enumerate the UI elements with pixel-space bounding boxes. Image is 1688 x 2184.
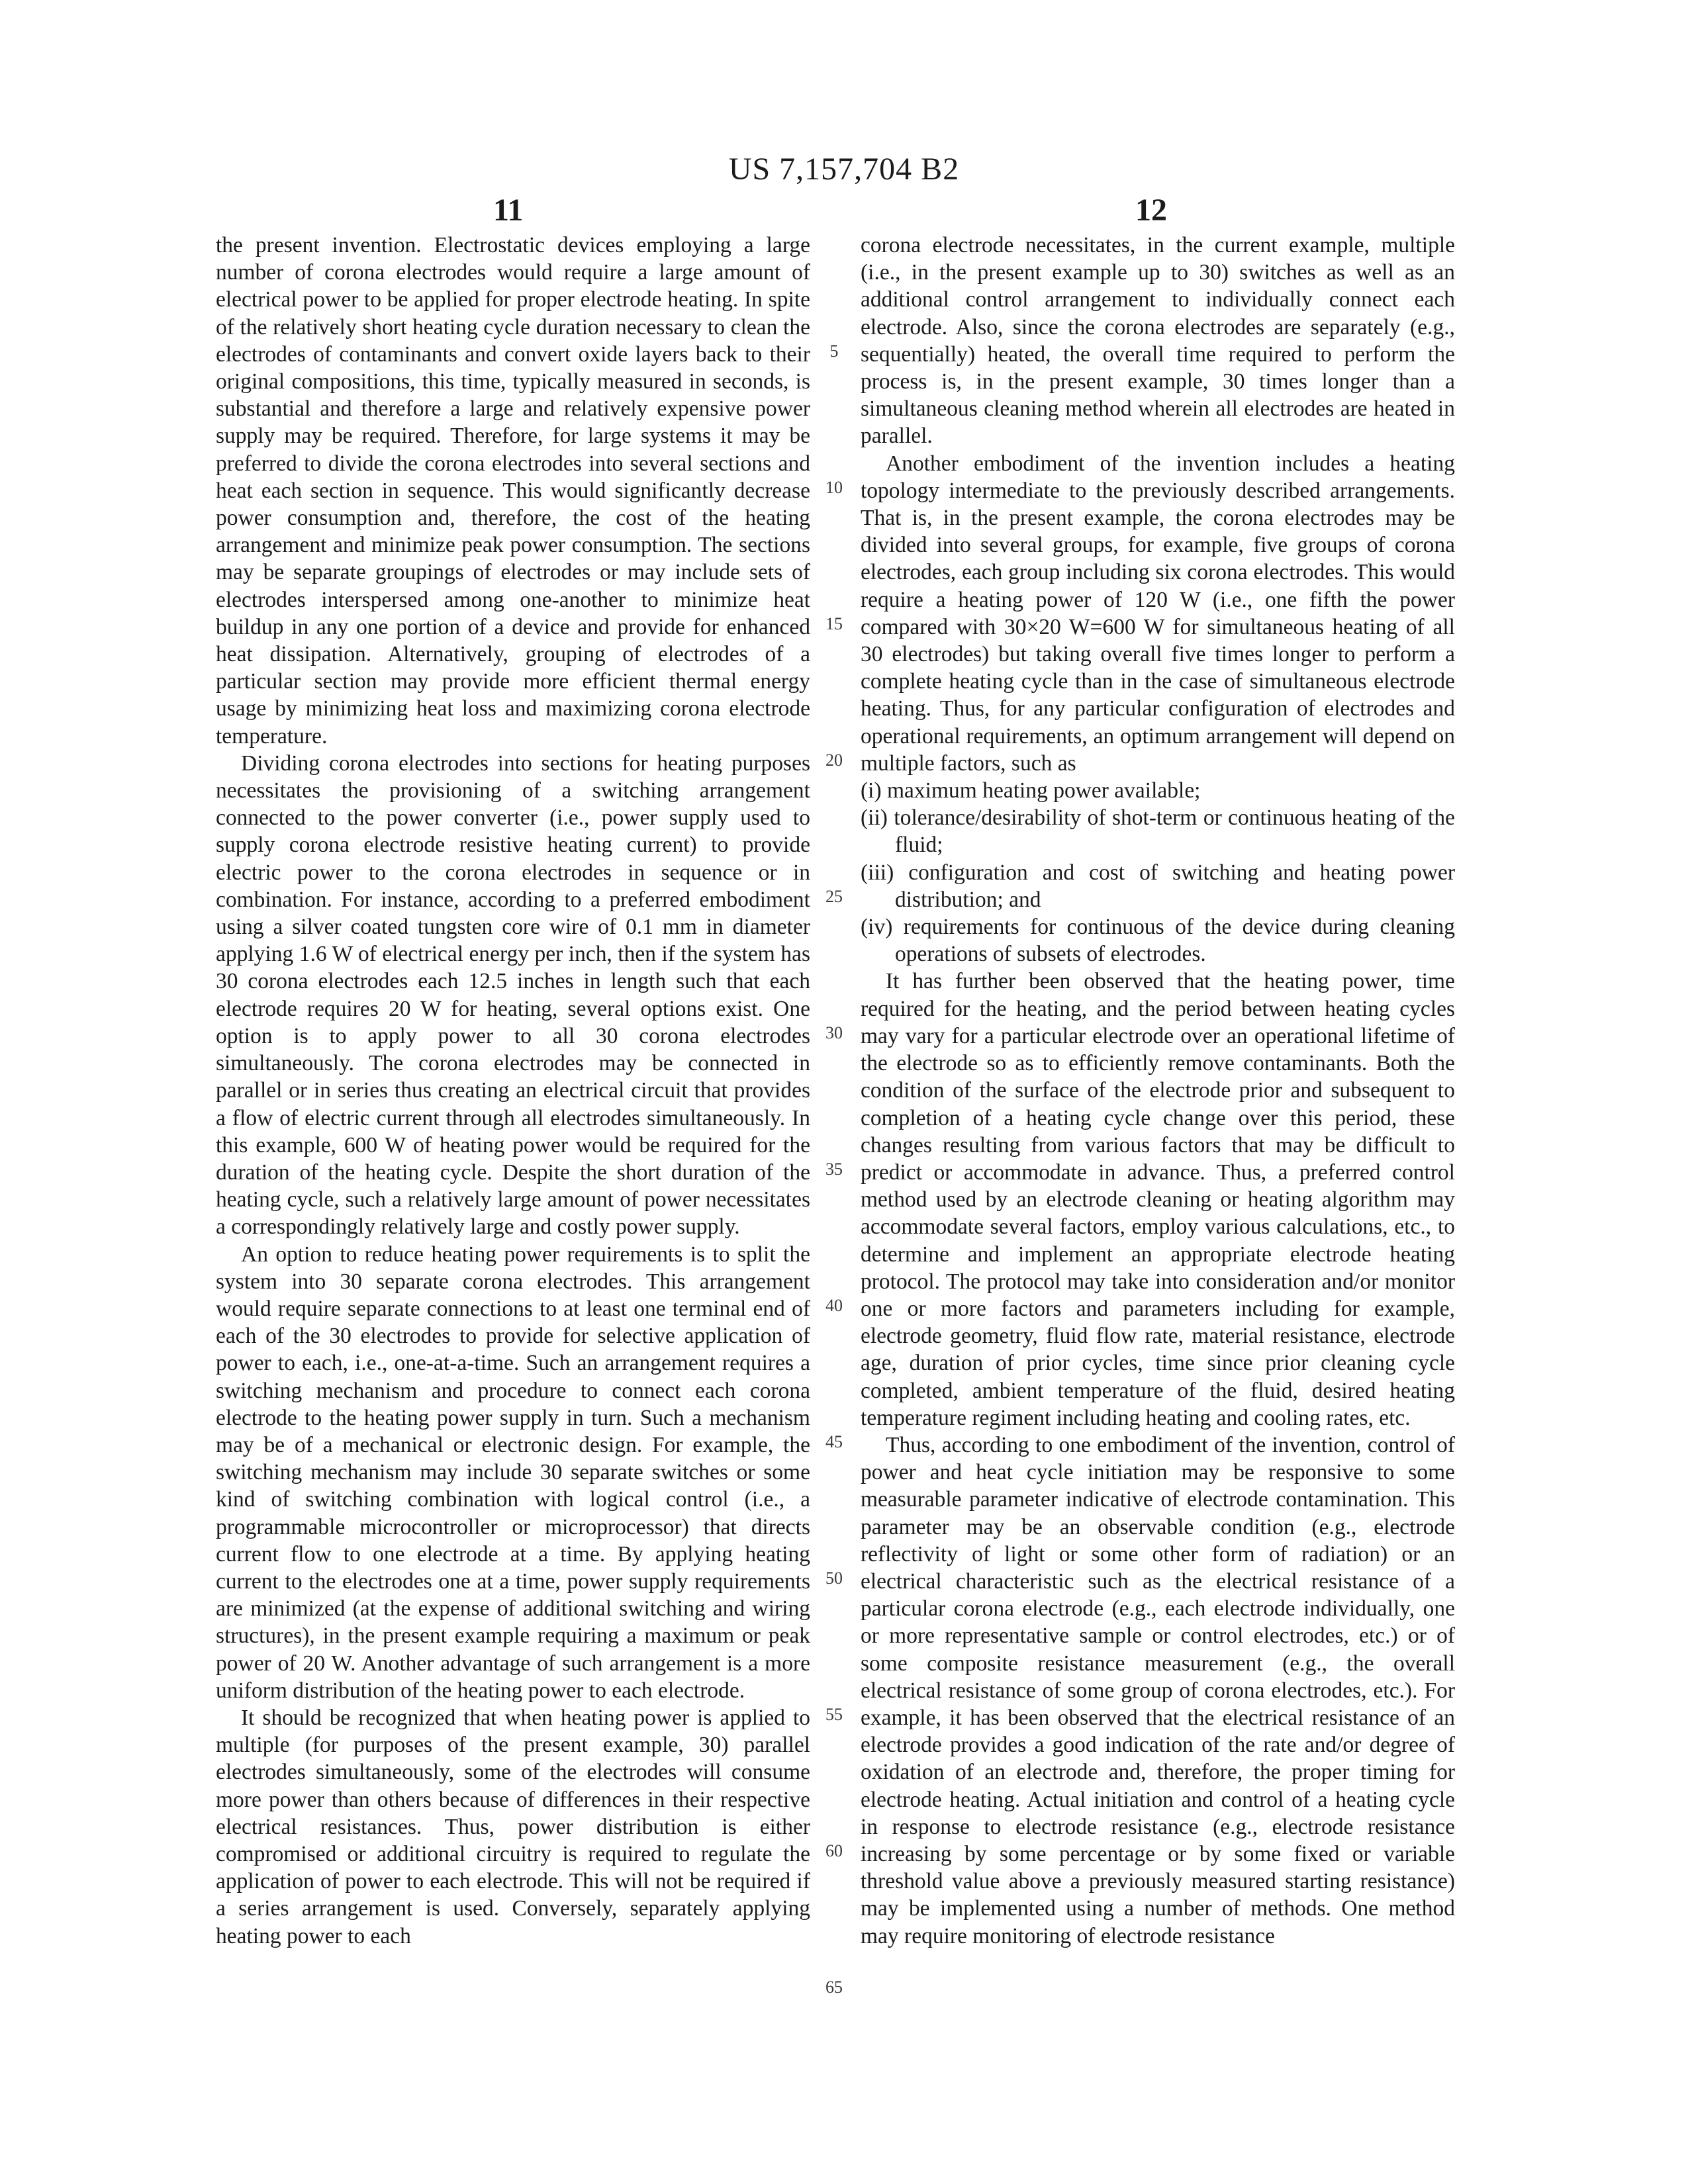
right-column-number: 12 [1135,193,1167,228]
paragraph: Another embodiment of the invention includes a heating topology intermediate to the previously described arrangements. That is, in the present example, the corona electrodes may be divided into several groups, for example, five groups of corona electrodes, each group including six corona electrodes. This would require a heating power of 120 W (i.e., one fifth the power compared with 30×20 W=600 W for simultaneous heating of all 30 electrodes) but taking overall five times longer to perform a complete heating cycle than in the case of simultaneous electrode heating. Thus, for any particular configuration of electrodes and operational requirements, an optimum arrangement will depend on multiple factors, such as [861,451,1455,776]
right-text-column [861,232,1455,1950]
line-number: 20 [825,751,843,770]
line-number: 10 [825,478,843,497]
paragraph: corona electrode necessitates, in the current example, multiple (i.e., in the present example up to 30) switches as well as an additional control arrangement to individually connect each electrode. Also, since the corona electrodes are separately (e.g., sequentially) heated, the overall time required to perform the process is, in the present example, 30 times longer than a simultaneous cleaning method wherein all electrodes are heated in parallel. [861,233,1455,449]
paragraph: It has further been observed that the heating power, time required for the heating, and the period between heating cycles may vary for a particular electrode over an operational lifetime of the electrode so as to efficiently remove contaminants. Both the condition of the surface of the electrode prior and subsequent to completion of a heating cycle change over this period, these changes resulting from various factors that may be difficult to predict or accommodate in advance. Thus, a preferred control method used by an electrode cleaning or heating algorithm may accommodate several factors, employ various calculations, etc., to determine and implement an appropriate electrode heating protocol. The protocol may take into consideration and/or monitor one or more factors and parameters including for example, electrode geometry, fluid flow rate, material resistance, electrode age, duration of prior cycles, time since prior cleaning cycle completed, ambient temperature of the fluid, desired heating temperature regiment including heating and cooling rates, etc. [861,969,1455,1430]
paragraph: It should be recognized that when heating power is applied to multiple (for purposes of the present example, 30) parallel electrodes simultaneously, some of the electrodes will consume more power than others because of differences in their respective electrical resistances. Thus, power distribution is either compromised or additional circuitry is required to regulate the application of power to each electrode. This will not be required if a series arrangement is used. Conversely, separately applying heating power to each [216,1705,810,1948]
left-column-number: 11 [493,193,524,228]
line-number: 35 [825,1160,843,1179]
line-number: 30 [825,1023,843,1042]
line-number-gutter [816,0,853,2184]
list-item: (iv) requirements for continuous of the device during cleaning operations of subsets of electrodes. [861,915,1455,967]
left-text-column [216,232,810,1950]
line-number: 55 [825,1705,843,1724]
paragraph: An option to reduce heating power requirements is to split the system into 30 separate corona electrodes. This arrangement would require separate connections to at least one terminal end of each of the 30 electrodes to provide for selective application of power to each, i.e., one-at-a-time. Such an arrangement requires a switching mechanism and procedure to connect each corona electrode to the heating power supply in turn. Such a mechanism may be of a mechanical or electronic design. For example, the switching mechanism may include 30 separate switches or some kind of switching combination with logical control (i.e., a programmable microcontroller or microprocessor) that directs current flow to one electrode at a time. By applying heating current to the electrodes one at a time, power supply requirements are minimized (at the expense of additional switching and wiring structures), in the present example requiring a maximum or peak power of 20 W. Another advantage of such arrangement is a more uniform distribution of the heating power to each electrode. [216,1242,810,1703]
line-number: 40 [825,1296,843,1315]
line-number: 45 [825,1432,843,1451]
line-number: 5 [829,341,839,361]
list-item: (iii) configuration and cost of switching and heating power distribution; and [861,860,1455,912]
list-item: (ii) tolerance/desirability of shot-term or continuous heating of the fluid; [861,805,1455,858]
line-number: 25 [825,887,843,906]
line-number: 60 [825,1841,843,1860]
paragraph: Dividing corona electrodes into sections for heating purposes necessitates the provisioning of a switching arrangement connected to the power converter (i.e., power supply used to supply corona electrode resistive heating current) to provide electric power to the corona electrodes in sequence or in combination. For instance, according to a preferred embodiment using a silver coated tungsten core wire of 0.1 mm in diameter applying 1.6 W of electrical energy per inch, then if the system has 30 corona electrodes each 12.5 inches in length such that each electrode requires 20 W for heating, several options exist. One option is to apply power to all 30 corona electrodes simultaneously. The corona electrodes may be connected in parallel or in series thus creating an electrical circuit that provides a flow of electric current through all electrodes simultaneously. In this example, 600 W of heating power would be required for the duration of the heating cycle. Despite the short duration of the heating cycle, such a relatively large amount of power necessitates a correspondingly relatively large and costly power supply. [216,751,810,1240]
line-number: 65 [825,1978,843,1997]
line-number: 50 [825,1569,843,1588]
paragraph: the present invention. Electrostatic devices employing a large number of corona electrodes would require a large amount of electrical power to be applied for proper electrode heating. In spite of the relatively short heating cycle duration necessary to clean the electrodes of contaminants and convert oxide layers back to their original compositions, this time, typically measured in seconds, is substantial and therefore a large and relatively expensive power supply may be required. Therefore, for large systems it may be preferred to divide the corona electrodes into several sections and heat each section in sequence. This would significantly decrease power consumption and, therefore, the cost of the heating arrangement and minimize peak power consumption. The sections may be separate groupings of electrodes or may include sets of electrodes interspersed among one-another to minimize heat buildup in any one portion of a device and provide for enhanced heat dissipation. Alternatively, grouping of electrodes of a particular section may provide more efficient thermal energy usage by minimizing heat loss and maximizing corona electrode temperature. [216,233,810,749]
patent-number: US 7,157,704 B2 [728,152,960,187]
list-item: (i) maximum heating power available; [861,778,1201,803]
paragraph: Thus, according to one embodiment of the invention, control of power and heat cycle initiation may be responsive to some measurable parameter indicative of electrode contamination. This parameter may be an observable condition (e.g., electrode reflectivity of light or some other form of radiation) or an electrical characteristic such as the electrical resistance of a particular corona electrode (e.g., each electrode individually, one or more representative sample or control electrodes, etc.) or of some composite resistance measurement (e.g., the overall electrical resistance of some group of corona electrodes, etc.). For example, it has been observed that the electrical resistance of an electrode provides a good indication of the rate and/or degree of oxidation of an electrode and, therefore, the proper timing for electrode heating. Actual initiation and control of a heating cycle in response to electrode resistance (e.g., electrode resistance increasing by some percentage or by some fixed or variable threshold value above a previously measured starting resistance) may be implemented using a number of methods. One method may require monitoring of electrode resistance [861,1432,1455,1948]
line-number: 15 [825,614,843,633]
